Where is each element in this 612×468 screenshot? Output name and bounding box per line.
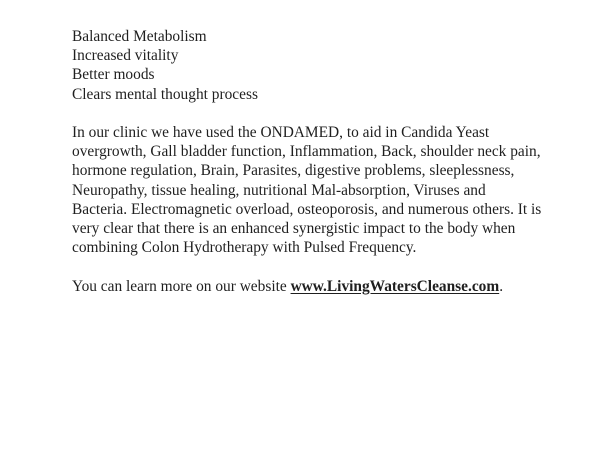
clinic-paragraph: In our clinic we have used the ONDAMED, to aid in Candida Yeast overgrowth, Gall bladder function, Inflammation, Back, shoulder neck pain, hormone regulation, Brain, Parasites, digestive problems, sleeplessness, Neuropathy, tissue healing, nutritional Mal-absorption, Viruses and Bacteria. Electromagnetic overload, osteoporosis, and numerous others. It is very clear that there is an enhanced synergistic impact to the body when combining Colon Hydrotherapy with Pulsed Frequency. [72,124,542,257]
document-page [72,27,542,296]
website-link[interactable]: www.LivingWatersCleanse.com [290,277,500,295]
benefit-item: Increased vitality [72,47,179,65]
benefit-item: Clears mental thought process [72,85,258,103]
website-prefix-text: You can learn more on our website [72,277,291,295]
benefits-list [72,27,542,104]
benefit-item: Better moods [72,66,155,84]
paragraph-spacer [72,257,542,276]
paragraph-spacer [72,104,542,123]
website-paragraph [72,277,542,296]
benefit-item: Balanced Metabolism [72,28,207,45]
website-suffix-text: . [499,277,504,295]
